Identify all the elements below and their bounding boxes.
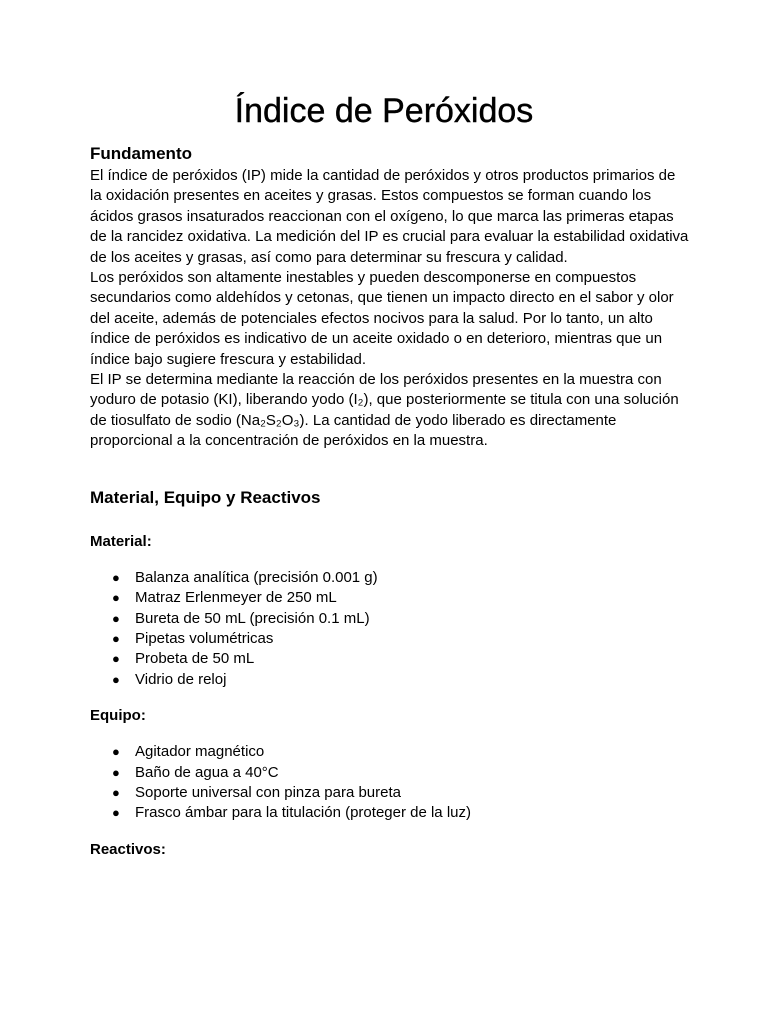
bullet-icon: ● [112,610,120,626]
bullet-icon: ● [112,569,120,585]
subheading-equipo: Equipo: [90,707,146,725]
subheading-material: Material: [90,532,152,550]
list-item [90,742,690,762]
bullet-icon: ● [112,651,120,667]
subheading-reactivos: Reactivos: [90,840,166,858]
list-item [90,629,690,649]
material-list [90,568,690,690]
list-item-text: Vidrio de reloj [135,670,227,688]
bullet-icon: ● [112,590,120,606]
bullet-icon: ● [112,784,120,800]
list-item [90,609,690,629]
list-item [90,803,690,823]
section-heading-fundamento: Fundamento [90,144,192,163]
list-item-text: Matraz Erlenmeyer de 250 mL [135,589,337,607]
list-item-text: Pipetas volumétricas [135,629,274,647]
bullet-icon: ● [112,764,120,780]
list-item-text: Agitador magnético [135,743,265,761]
paragraph-fundamento-2: Los peróxidos son altamente inestables y pueden descomponerse en compuestos secundarios como aldehídos y cetonas, que tienen un impacto directo en el sabor y olor del aceite, además de potenciales efectos nocivos para la salud. Por lo tanto, un alto índice de peróxidos es indicativo de un aceite oxidado o en deterioro, mientras que un índice bajo sugiere frescura y estabilidad. [90,269,674,368]
document-body [90,140,690,860]
bullet-icon: ● [112,671,120,687]
list-item-text: Balanza analítica (precisión 0.001 g) [135,568,378,586]
list-item [90,783,690,803]
bullet-icon: ● [112,744,120,760]
list-item [90,670,690,690]
list-item-text: Frasco ámbar para la titulación (proteger de la luz) [135,804,471,822]
list-item [90,588,690,608]
list-item [90,763,690,783]
list-item-text: Soporte universal con pinza para bureta [135,783,402,801]
paragraph-fundamento-3: El IP se determina mediante la reacción de los peróxidos presentes en la muestra con yoduro de potasio (KI), liberando yodo (I₂), que posteriormente se titula con una solución de tiosulfato de sodio (Na₂S₂O₃). La cantidad de yodo liberado es directamente proporcional a la concentración de peróxidos en la muestra. [90,371,679,450]
bullet-icon: ● [112,630,120,646]
list-item-text: Probeta de 50 mL [135,650,255,668]
list-item-text: Baño de agua a 40°C [135,763,279,781]
document-title: Índice de Peróxidos [234,92,534,130]
list-item-text: Bureta de 50 mL (precisión 0.1 mL) [135,609,370,627]
paragraph-fundamento-1: El índice de peróxidos (IP) mide la cantidad de peróxidos y otros productos primarios de la oxidación presentes en aceites y grasas. Estos compuestos se forman cuando los ácidos grasos insaturados reaccionan con el oxígeno, lo que marca las primeras etapas de la rancidez oxidativa. La medición del IP es crucial para evaluar la estabilidad oxidativa de los aceites y grasas, así como para determinar su frescura y calidad. [90,167,689,266]
list-item [90,568,690,588]
list-item [90,649,690,669]
section-heading-material-equipo-reactivos: Material, Equipo y Reactivos [90,487,321,507]
equipo-list [90,742,690,824]
bullet-icon: ● [112,805,120,821]
